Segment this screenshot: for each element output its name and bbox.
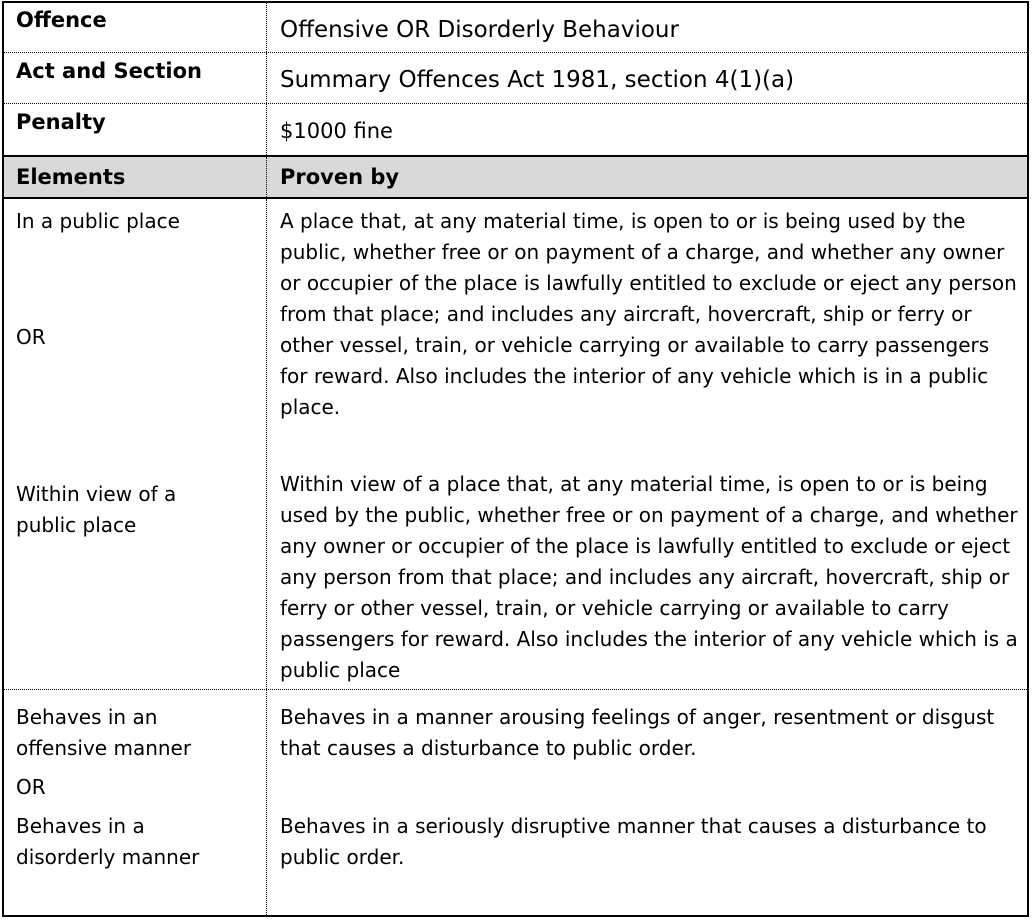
- offensive-proof: Behaves in a manner arousing feelings of anger, resentment or disgust that causes a disturbance to public order.: [280, 705, 995, 760]
- behaviour-row: [4, 690, 1027, 915]
- proven-by-header: Proven by: [280, 165, 400, 189]
- offensive-element: Behaves in an offensive manner: [16, 705, 192, 760]
- act-row: [4, 53, 1027, 104]
- disorderly-proof: Behaves in a seriously disruptive manner that causes a disturbance to public order.: [280, 814, 987, 869]
- act-label: Act and Section: [16, 59, 202, 83]
- penalty-label: Penalty: [16, 110, 106, 134]
- penalty-row: [4, 104, 1027, 157]
- column-divider: [266, 690, 267, 915]
- column-divider: [266, 157, 267, 197]
- act-value: Summary Offences Act 1981, section 4(1)(a): [280, 67, 795, 93]
- offence-table: [2, 1, 1029, 917]
- public-place-element: In a public place: [16, 209, 180, 233]
- behaviour-or: OR: [16, 775, 46, 799]
- offence-value: Offensive OR Disorderly Behaviour: [280, 17, 679, 43]
- elements-header: Elements: [16, 165, 126, 189]
- penalty-value: $1000 fine: [280, 119, 393, 143]
- column-divider: [266, 199, 267, 689]
- offence-row: [4, 3, 1027, 53]
- offence-label: Offence: [16, 8, 107, 32]
- disorderly-element: Behaves in a disorderly manner: [16, 814, 200, 869]
- public-place-or: OR: [16, 325, 46, 349]
- header-row: [4, 157, 1027, 199]
- within-view-proof: Within view of a place that, at any material time, is open to or is being used by the public, whether free or on payment of a charge, and whether any owner or occupier of the place is lawfully entitled to exclude or eject any person from that place; and includes any aircraft, hovercraft, ship or ferry or other vessel, train, or vehicle carrying or available to carry passengers for reward. Also includes the interior of any vehicle which is a public place: [280, 472, 1018, 682]
- column-divider: [266, 104, 267, 155]
- public-place-row: [4, 199, 1027, 690]
- public-place-proof: A place that, at any material time, is open to or is being used by the public, whether free or on payment of a charge, and whether any owner or occupier of the place is lawfully entitled to exclude or eject any person from that place; and includes any aircraft, hovercraft, ship or ferry or other vessel, train, or vehicle carrying or available to carry passengers for reward. Also includes the interior of any vehicle which is in a public place.: [280, 209, 1017, 419]
- column-divider: [266, 3, 267, 52]
- within-view-element: Within view of a public place: [16, 482, 177, 537]
- column-divider: [266, 53, 267, 103]
